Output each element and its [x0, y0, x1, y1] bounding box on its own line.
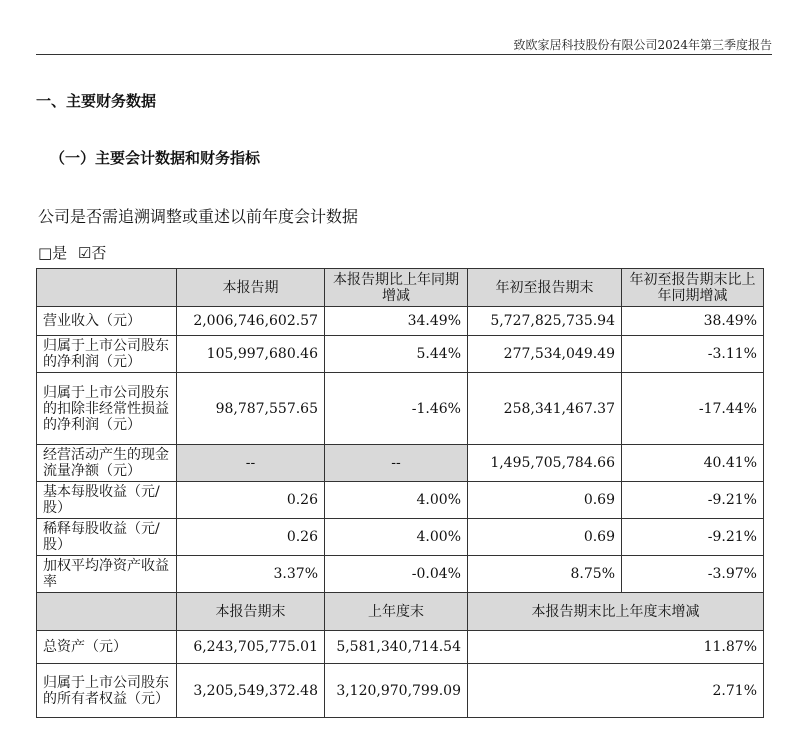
header-cell: 本报告期 [177, 269, 325, 307]
cell-value: 2,006,746,602.57 [177, 307, 325, 336]
cell-value: -0.04% [325, 556, 468, 593]
cell-value: 5,727,825,735.94 [468, 307, 622, 336]
table-row [37, 373, 764, 445]
row-label: 基本每股收益（元/股） [37, 482, 177, 519]
table-row [37, 631, 764, 664]
cell-value: 5.44% [325, 336, 468, 373]
cell-value: 0.69 [468, 519, 622, 556]
row-label: 归属于上市公司股东的扣除非经常性损益的净利润（元） [37, 373, 177, 445]
row-label: 总资产（元） [37, 631, 177, 664]
cell-value: 40.41% [622, 445, 764, 482]
table-header-row [37, 269, 764, 307]
header-divider [36, 54, 772, 55]
cell-value: -1.46% [325, 373, 468, 445]
header-cell: 本报告期末 [177, 593, 325, 631]
cell-value: 11.87% [468, 631, 764, 664]
cell-value: 0.69 [468, 482, 622, 519]
cell-value: -- [177, 445, 325, 482]
option-no-checkbox: ☑否 [77, 244, 107, 262]
header-cell [37, 269, 177, 307]
row-label: 稀释每股收益（元/股） [37, 519, 177, 556]
restatement-options [38, 242, 112, 263]
cell-value: 2.71% [468, 664, 764, 718]
table-row [37, 445, 764, 482]
cell-value: -17.44% [622, 373, 764, 445]
cell-value: -3.97% [622, 556, 764, 593]
header-cell: 年初至报告期末比上年同期增减 [622, 269, 764, 307]
cell-value: 105,997,680.46 [177, 336, 325, 373]
cell-value: 38.49% [622, 307, 764, 336]
cell-value: 3,205,549,372.48 [177, 664, 325, 718]
subsection-heading: （一）主要会计数据和财务指标 [50, 149, 261, 167]
cell-value: 1,495,705,784.66 [468, 445, 622, 482]
report-header-title: 致欧家居科技股份有限公司2024年第三季度报告 [513, 38, 772, 52]
table-header-row [37, 593, 764, 631]
header-cell: 本报告期比上年同期增减 [325, 269, 468, 307]
cell-value: 0.26 [177, 482, 325, 519]
cell-value: 34.49% [325, 307, 468, 336]
financial-data-table [36, 268, 764, 718]
cell-value: 258,341,467.37 [468, 373, 622, 445]
row-label: 归属于上市公司股东的净利润（元） [37, 336, 177, 373]
option-yes-checkbox: □是 [38, 244, 68, 262]
cell-value: 0.26 [177, 519, 325, 556]
cell-value: 6,243,705,775.01 [177, 631, 325, 664]
cell-value: -- [325, 445, 468, 482]
row-label: 经营活动产生的现金流量净额（元） [37, 445, 177, 482]
row-label: 加权平均净资产收益率 [37, 556, 177, 593]
restatement-question: 公司是否需追溯调整或重述以前年度会计数据 [38, 207, 359, 226]
table-row [37, 307, 764, 336]
header-cell: 上年度末 [325, 593, 468, 631]
cell-value: 277,534,049.49 [468, 336, 622, 373]
table-row [37, 664, 764, 718]
cell-value: 98,787,557.65 [177, 373, 325, 445]
cell-value: 4.00% [325, 482, 468, 519]
row-label: 归属于上市公司股东的所有者权益（元） [37, 664, 177, 718]
header-cell [37, 593, 177, 631]
cell-value: 4.00% [325, 519, 468, 556]
cell-value: 8.75% [468, 556, 622, 593]
header-cell: 年初至报告期末 [468, 269, 622, 307]
header-cell: 本报告期末比上年度末增减 [468, 593, 764, 631]
table-row [37, 336, 764, 373]
cell-value: 3,120,970,799.09 [325, 664, 468, 718]
table-row [37, 556, 764, 593]
row-label: 营业收入（元） [37, 307, 177, 336]
cell-value: 5,581,340,714.54 [325, 631, 468, 664]
table-row [37, 519, 764, 556]
cell-value: -3.11% [622, 336, 764, 373]
table-row [37, 482, 764, 519]
cell-value: -9.21% [622, 482, 764, 519]
cell-value: 3.37% [177, 556, 325, 593]
section-heading: 一、主要财务数据 [36, 92, 157, 110]
cell-value: -9.21% [622, 519, 764, 556]
